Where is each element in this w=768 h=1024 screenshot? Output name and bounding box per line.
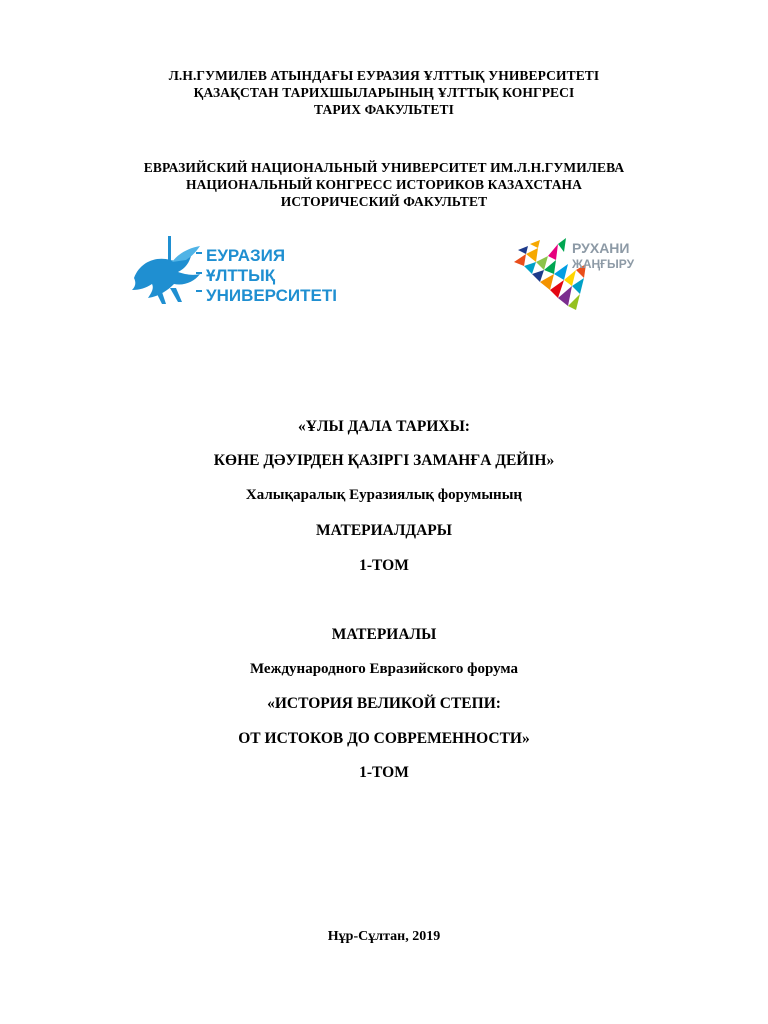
enu-logo-line-2: ҰЛТТЫҚ (206, 266, 276, 285)
rukhani-zhangyru-logo (510, 234, 668, 312)
title-kz-line-3: Халықаралық Еуразиялық форумының (245, 487, 523, 503)
title-kz-line-1: «ҰЛЫ ДАЛА ТАРИХЫ: (298, 418, 470, 435)
bird-mosaic-emblem (510, 234, 668, 312)
title-ru-line-2: Международного Евразийского форума (249, 661, 519, 677)
title-ru-line-3: «ИСТОРИЯ ВЕЛИКОЙ СТЕПИ: (267, 695, 501, 712)
header-kz-line-2: ҚАЗАҚСТАН ТАРИХШЫЛАРЫНЫҢ ҰЛТТЫҚ КОНГРЕСІ (193, 85, 575, 100)
title-kz-volume: 1-ТОМ (359, 557, 409, 574)
header-ru-line-3: ИСТОРИЧЕСКИЙ ФАКУЛЬТЕТ (280, 194, 488, 209)
enu-logo (126, 232, 336, 308)
header-ru-line-1: ЕВРАЗИЙСКИЙ НАЦИОНАЛЬНЫЙ УНИВЕРСИТЕТ ИМ.Л.Н.ГУМИЛЕВА (143, 160, 625, 175)
title-ru-volume: 1-ТОМ (359, 764, 409, 781)
enu-logo-line-1: ЕУРАЗИЯ (206, 246, 286, 265)
enu-logo-line-3: УНИВЕРСИТЕТІ (206, 286, 336, 305)
header-kz-line-3: ТАРИХ ФАКУЛЬТЕТІ (314, 102, 454, 117)
footer-place-year: Нұр-Сұлтан, 2019 (327, 929, 441, 944)
rukhani-logo-line-1: РУХАНИ (572, 240, 630, 256)
header-ru-line-2: НАЦИОНАЛЬНЫЙ КОНГРЕСС ИСТОРИКОВ КАЗАХСТАНА (185, 177, 583, 192)
title-ru-line-1: МАТЕРИАЛЫ (331, 626, 437, 643)
title-kz-line-2: КӨНЕ ДӘУІРДЕН ҚАЗІРГІ ЗАМАНҒА ДЕЙІН» (213, 452, 555, 469)
header-kz-line-1: Л.Н.ГУМИЛЕВ АТЫНДАҒЫ ЕУРАЗИЯ ҰЛТТЫҚ УНИВЕРСИТЕТІ (168, 68, 600, 83)
rukhani-logo-line-2: ЖАҢҒЫРУ (572, 257, 635, 271)
title-ru-line-4: ОТ ИСТОКОВ ДО СОВРЕМЕННОСТИ» (238, 730, 530, 747)
title-kz-line-4: МАТЕРИАЛДАРЫ (316, 522, 452, 539)
enu-pegasus-emblem (126, 232, 336, 308)
